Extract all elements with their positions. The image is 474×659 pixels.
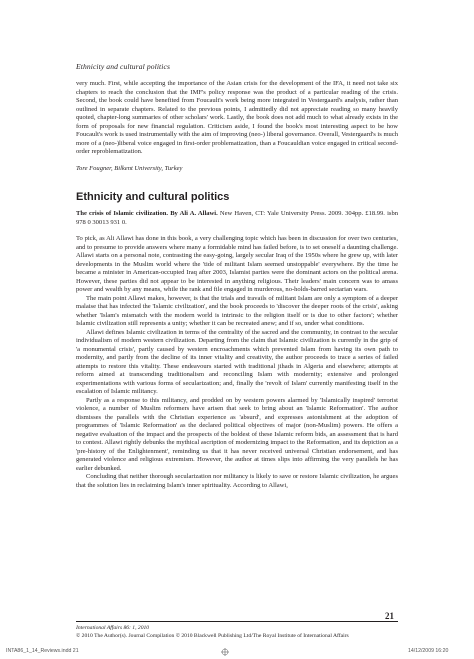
footer-journal-citation: International Affairs 86: 1, 2010 [76, 625, 150, 631]
review-paragraph: Partly as a response to this militancy, and prodded on by western powers alarmed by 'Islamically inspired' terrorist violence, a number of Muslim reformers have arisen that seek to bring about an 'Islamic Reformation'. The author dismisses the parallels with the Christian experience as 'absurd', and expresses astonishment at the adoption of programmes of 'Islamic Reformation' as the declared political objectives of major (non-Muslim) powers. He offers a negative evaluation of the impact and the prospects of the boldest of these Islamic reform bids, an assessment that is hard to contest. Allawi rightly debunks the mythical ascription of modernizing impact to the Reformation, and its depiction as a 'pre-history of the Enlightenment', reminding us that it has never received universal Christian endorsement, and has generated violence and religious extremism. However, the author at times slips into affirming the very parallels he has earlier debunked. [76, 396, 398, 472]
footer-copyright: © 2010 The Author(s). Journal Compilation © 2010 Blackwell Publishing Ltd/The Royal Institute of International Affairs [76, 633, 349, 639]
registration-mark-icon [221, 648, 229, 658]
book-title: The crisis of Islamic civilization. By Ali A. Allawi. [76, 210, 218, 217]
reviewer-signature: Tore Fougner, Bilkent University, Turkey [76, 164, 183, 172]
page-number: 21 [385, 611, 394, 621]
book-reference [76, 210, 398, 227]
review-paragraph: To pick, as Ali Allawi has done in this book, a very challenging topic which has been in discussion for over two centuries, and to presume to provide answers where many a formidable mind has failed before, is to set oneself a daunting challenge. Allawi starts on a personal note, contrasting the easy-going, largely secular Iraq of the 1950s where he grew up, with later developments in the Muslim world where the 'tide of militant Islam seemed unstoppable' everywhere. By the time he became a minister in American-occupied Iraq after 2003, Islamist parties were the dominant actors on the political arena. However, these parties did not appear to be interested in anything religious. Their leaders' main concern was to amass power and wealth by any means, while the rank and file engaged in murderous, no-holds-barred sectarian wars. [76, 235, 398, 293]
print-slug-file: INTA86_1_14_Reviews.indd 21 [6, 648, 79, 654]
review-paragraph: Concluding that neither thorough secularization nor militancy is likely to save or restore Islamic civilization, he argues that the solution lies in reclaiming Islam's inner spirituality. According to Allawi, [76, 473, 398, 489]
continued-review-paragraph: very much. First, while accepting the importance of the Asian crisis for the development of the IFA, it need not take six chapters to reach the conclusion that the IMF's policy response was the product of a particular reading of the crisis. Second, the book could have benefited from Foucault's work being more integrated in Vestergaard's analysis, rather than outlined in separate chapters. Related to the previous points, I admittedly did not appreciate reading so many heavily quoted, chapter-long summaries of other scholars' work. Lastly, the book does not add much to what already exists in the form of proposals for new financial regulation. Criticism aside, I found the book's most interesting aspect to be how Foucault's work is used instrumentally with the aim of improving (neo-) liberal governance. Overall, Vestergaard's is much more of a (neo-)liberal voice engaged in first-order problematization, than a Foucauldian voice engaged in critical second-order reproblematization. [76, 80, 398, 155]
review-paragraph: The main point Allawi makes, however, is that the trials and travails of militant Islam are only a symptom of a deeper malaise that has infected the 'Islamic civilization', and the book proceeds to 'discover the deeper roots of the crisis', asking whether 'Islam's mismatch with the modern world is intrinsic to the religion itself or is due to other factors'; whether Islamic civilization still represents a unity; whether it can be recreated anew; and if so, under what conditions. [76, 294, 398, 327]
page-body [76, 80, 398, 490]
running-head: Ethnicity and cultural politics [76, 62, 171, 71]
section-heading: Ethnicity and cultural politics [76, 191, 230, 203]
book-details: New Haven, CT: Yale University Press. 2009. 304pp. £18.99. isbn 978 0 30013 931 0. [76, 210, 398, 226]
footer-divider [76, 621, 398, 622]
print-slug-date: 14/12/2009 16:20 [408, 648, 449, 654]
review-paragraph: Allawi defines Islamic civilization in terms of the centrality of the sacred and the community, in contrast to the secular individualism of modern western civilization. Departing from the claim that Islamic civilization is currently in the grip of 'a monumental crisis', partly caused by western encroachments which prevented Islam from having its own path to modernity, and partly from the decline of its inner vitality and creativity, the author proceeds to trace a series of failed attempts to restore this vitality. These endeavours started with traditional jihads in Algeria and elsewhere; attempts at reform aimed at transcending traditionalism and reconciling Islam with modernity; extensive and prolonged experimentations with various forms of secularization; and, finally the 'revolt of Islam' currently manifesting itself in the escalation of Islamic militancy. [76, 328, 398, 395]
